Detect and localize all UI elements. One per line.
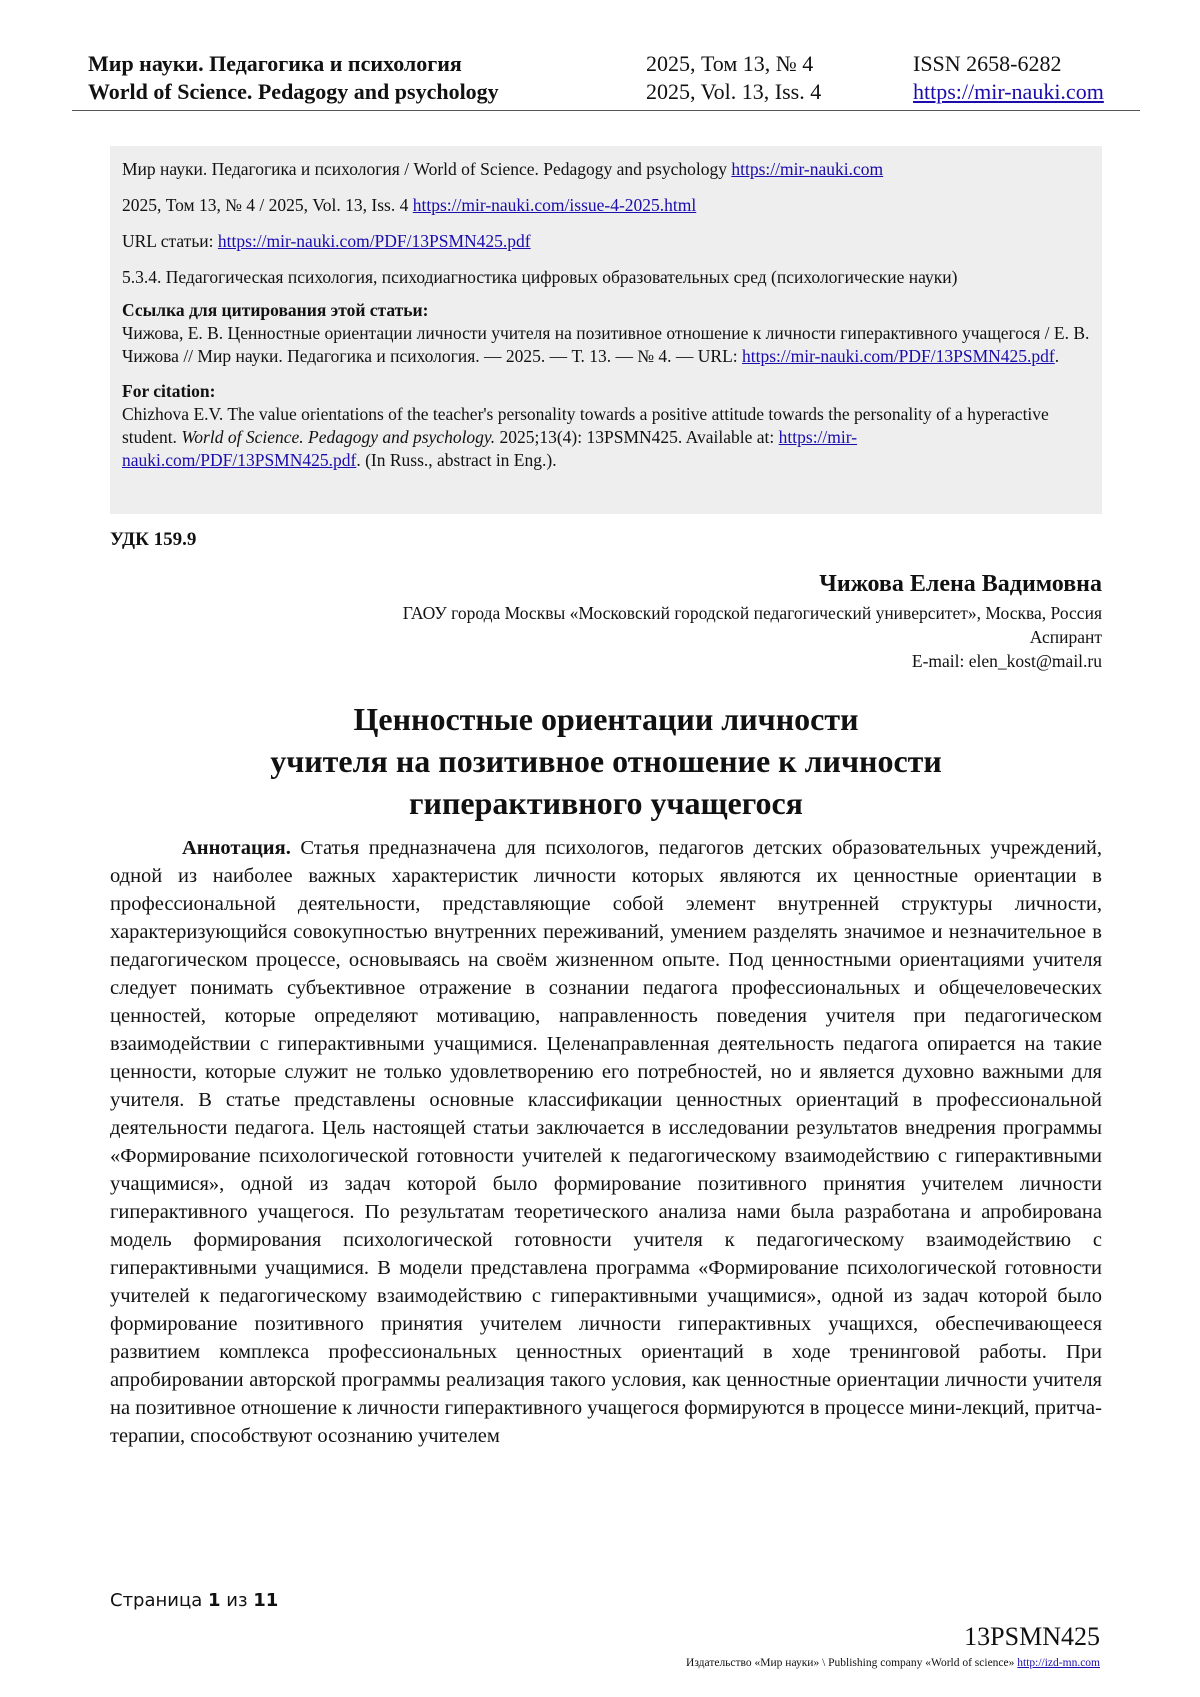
journal-title-ru: Мир науки. Педагогика и психология	[88, 51, 462, 76]
journal-header	[88, 50, 1138, 106]
article-url-link[interactable]: https://mir-nauki.com/PDF/13PSMN425.pdf	[217, 231, 531, 251]
citation-info-box	[110, 146, 1102, 514]
udk-code: УДК 159.9	[110, 529, 197, 550]
author-name: Чижова Елена Вадимовна	[819, 571, 1102, 597]
author-email: E-mail: elen_kost@mail.ru	[911, 651, 1102, 671]
citation-en-journal: World of Science. Pedagogy and psychology.	[181, 427, 496, 447]
infobox-issue-line: 2025, Том 13, № 4 / 2025, Vol. 13, Iss. 4 https://mir-nauki.com/issue-4-2025.html	[122, 195, 697, 215]
site-link[interactable]: https://mir-nauki.com	[913, 79, 1104, 104]
citation-ru-text: Чижова, Е. В. Ценностные ориентации личности учителя на позитивное отношение к личности гиперактивного учащегося / Е. В. Чижова // Мир науки. Педагогика и психология. — 2025. — Т. 13. — № 4. — URL:	[122, 323, 1090, 366]
publisher-line: Издательство «Мир науки» \ Publishing company «World of science» http://izd-mn.com	[686, 1657, 1100, 1669]
article-title	[110, 698, 1102, 824]
header-divider	[72, 110, 1140, 111]
header-row-en	[88, 78, 1138, 106]
page-current: 1	[208, 1590, 221, 1611]
abstract-text: Статья предназначена для психологов, педагогов детских образовательных учреждений, одной из наиболее важных характеристик личности которых являются их ценностные ориентации в профессиональной деятельности, представляющие собой элемент внутренней структуры личности, характеризующийся совокупностью внутренних переживаний, умением разделять значимое и незначительное в педагогическом процессе, основываясь на своём жизненном опыте. Под ценностными ориентациями учителя следует понимать субъективное отражение в сознании педагога профессиональных и общечеловеческих ценностей, которые определяют мотивацию, направленность поведения учителя при педагогическом взаимодействии с гиперактивными учащимися. Целенаправленная деятельность педагога опирается на такие ценности, которые служит не только удовлетворению его потребностей, но и является духовно важными для учителя. В статье представлены основные классификации ценностных ориентаций в профессиональной деятельности педагога. Цель настоящей статьи заключается в исследовании результатов внедрения программы «Формирование психологической готовности учителей к педагогическому взаимодействию с гиперактивными учащимися», одной из задач которой было формирование позитивного принятия учителем личности гиперактивного учащегося. По результатам теоретического анализа нами была разработана и апробирована модель формирования психологической готовности учителя к педагогическому взаимодействию с гиперактивными учащимися. В модели представлена программа «Формирование психологической готовности учителей к педагогическому взаимодействию с гиперактивными учащимися», одной из задач которой было формирование позитивного принятия учителем личности гиперактивных учащихся, обеспечивающееся развитием комплекса профессиональных ценностных ориентаций в ходе тренинговой работы. При апробировании авторской программы реализация такого условия, как ценностные ориентации личности учителя на позитивное отношение к личности гиперактивного учащегося формируются в процессе мини-лекций, притча-терапии, способствуют осознанию учителем	[110, 837, 1102, 1447]
journal-title-en: World of Science. Pedagogy and psychology	[88, 79, 499, 104]
citation-en-text: Chizhova E.V. The value orientations of the teacher's personality towards a positive attitude towards the personality of a hyperactive student.	[122, 404, 1049, 447]
citation-ru-link[interactable]: https://mir-nauki.com/PDF/13PSMN425.pdf	[742, 346, 1055, 366]
author-affiliation: ГАОУ города Москвы «Московский городской педагогический университет», Москва, Россия	[402, 603, 1102, 623]
issue-info-en: 2025, Vol. 13, Iss. 4	[646, 79, 822, 104]
page-total: 11	[253, 1590, 279, 1611]
issn: ISSN 2658-6282	[913, 51, 1062, 76]
article-id: 13PSMN425	[964, 1622, 1100, 1651]
publisher-link[interactable]: http://izd-mn.com	[1017, 1657, 1100, 1669]
author-block	[403, 569, 1102, 673]
title-line-2: учителя на позитивное отношение к личности	[270, 743, 942, 779]
abstract	[110, 834, 1102, 1450]
citation-en: For citation: Chizhova E.V. The value orientations of the teacher's personality towards a positive attitude towards the personality of a hyperactive student. World of Science. Pedagogy and psychology. 2025;13(4): 13PSMN425. Available at: https://mir-nauki.com/PDF/13PSMN425.pdf. (In Russ., abstract in Eng.).	[122, 380, 1090, 472]
journal-link[interactable]: https://mir-nauki.com	[731, 159, 884, 179]
specialty-line: 5.3.4. Педагогическая психология, психодиагностика цифровых образовательных сред (психологические науки)	[122, 267, 958, 287]
issue-info-ru: 2025, Том 13, № 4	[646, 51, 814, 76]
infobox-url-line: URL статьи: https://mir-nauki.com/PDF/13PSMN425.pdf	[122, 231, 531, 251]
citation-en-text2: 2025;13(4): 13PSMN425. Available at:	[499, 427, 775, 447]
citation-en-label: For citation:	[122, 381, 216, 401]
citation-en-link[interactable]: https://mir-nauki.com/PDF/13PSMN425.pdf	[122, 427, 858, 470]
citation-en-tail: (In Russ., abstract in Eng.).	[365, 450, 557, 470]
page-number: Страница 1 из 11	[110, 1590, 279, 1611]
title-line-1: Ценностные ориентации личности	[353, 701, 859, 737]
citation-ru-label: Ссылка для цитирования этой статьи:	[122, 300, 429, 320]
title-line-3: гиперактивного учащегося	[409, 785, 803, 821]
header-row-ru	[88, 50, 1138, 78]
abstract-label: Аннотация.	[182, 837, 291, 859]
issue-link[interactable]: https://mir-nauki.com/issue-4-2025.html	[412, 195, 697, 215]
infobox-journal-line: Мир науки. Педагогика и психология / World of Science. Pedagogy and psychology https://mir-nauki.com	[122, 159, 884, 179]
citation-ru: Ссылка для цитирования этой статьи: Чижова, Е. В. Ценностные ориентации личности учителя на позитивное отношение к личности гиперактивного учащегося / Е. В. Чижова // Мир науки. Педагогика и психология. — 2025. — Т. 13. — № 4. — URL: https://mir-nauki.com/PDF/13PSMN425.pdf.	[122, 300, 1090, 366]
author-position: Аспирант	[1029, 627, 1102, 647]
